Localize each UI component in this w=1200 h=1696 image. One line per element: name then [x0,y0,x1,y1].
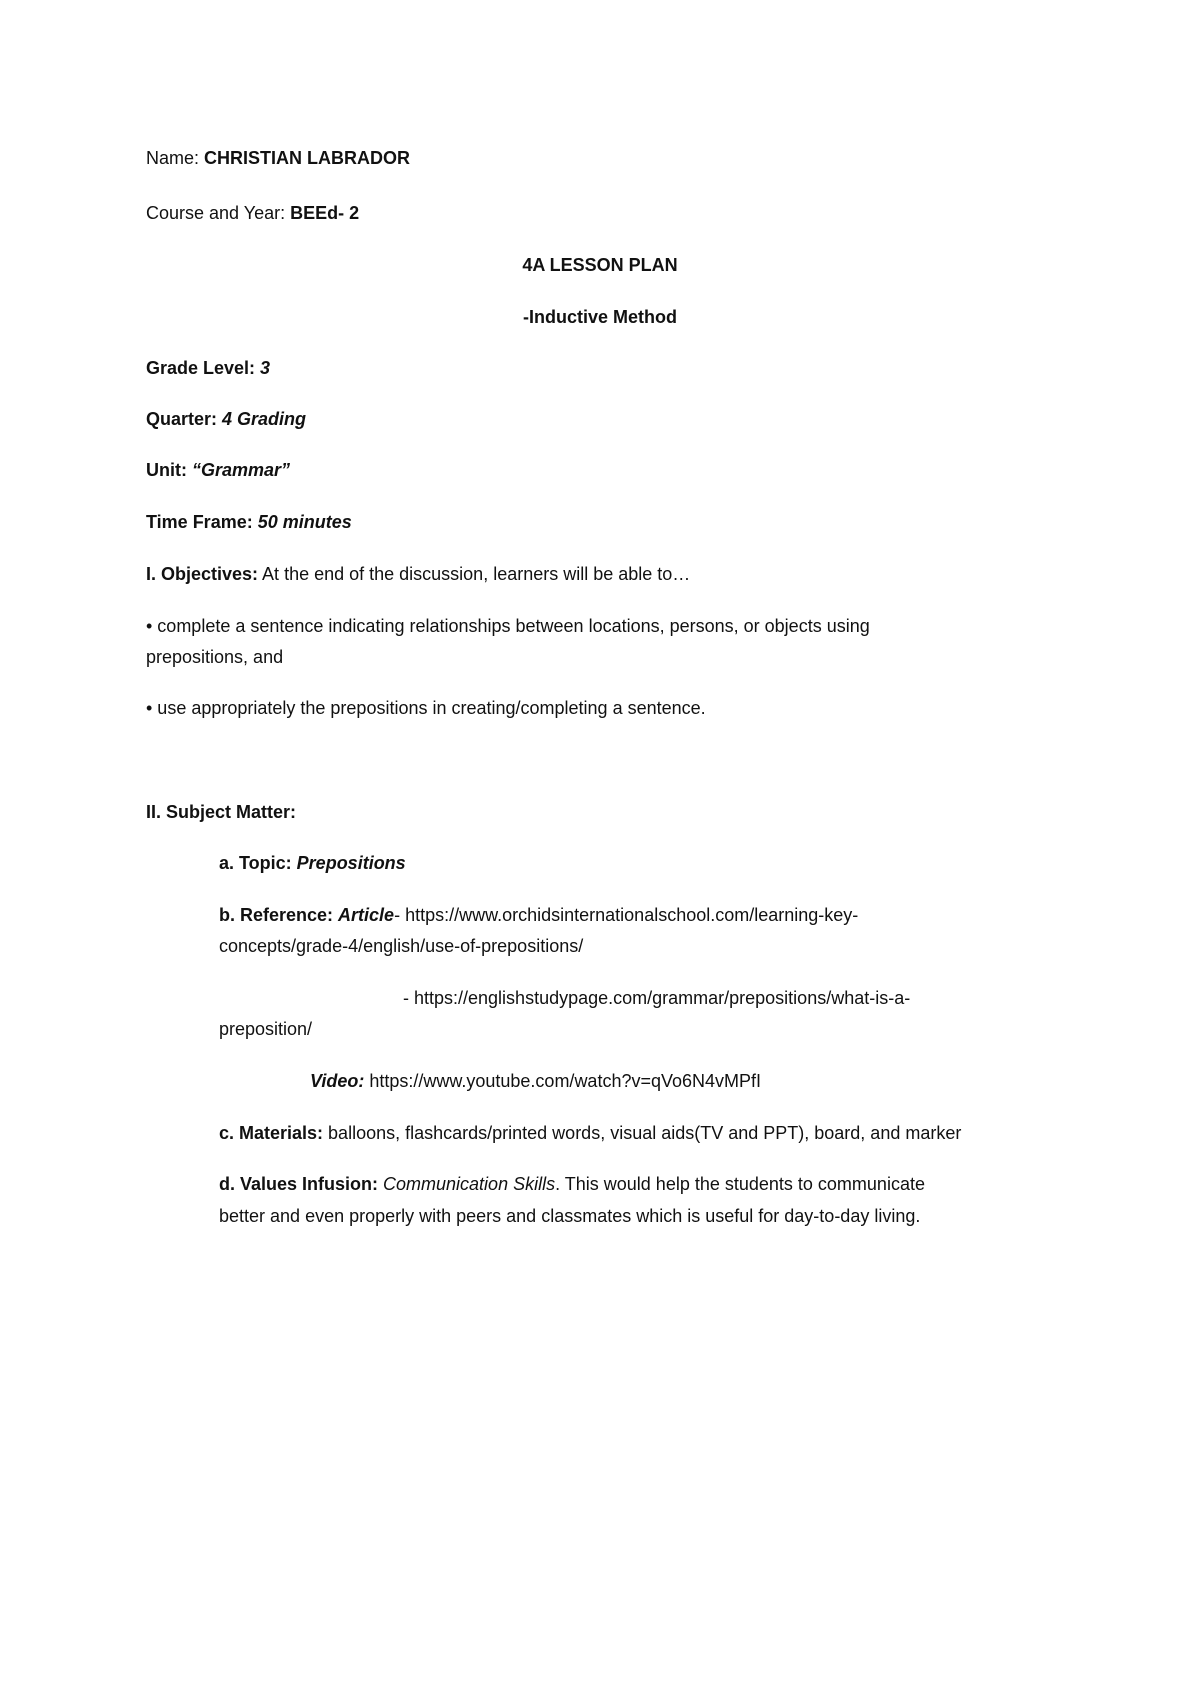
grade-value: 3 [260,358,271,378]
reference-article-label: Article [338,905,395,925]
quarter-label: Quarter: [146,409,223,429]
values-text-1: . This would help the students to communicate [555,1174,925,1194]
lesson-plan-title: 4A LESSON PLAN [522,255,678,275]
materials-label: c. Materials: [219,1123,324,1143]
values-line-2: better and even properly with peers and classmates which is useful for day-to-day living. [219,1206,921,1226]
course-label: Course and Year: [146,203,291,223]
objectives-intro: At the end of the discussion, learners will be able to… [258,564,691,584]
video-label: Video: [310,1071,365,1091]
grade-level-line [146,356,270,380]
course-value: BEEd- 2 [290,203,360,223]
objectives-heading: I. Objectives: [146,564,259,584]
topic-line [219,851,406,875]
quarter-value: 4 Grading [222,409,307,429]
objective-bullet-1-line-1: • complete a sentence indicating relationships between locations, persons, or objects using [146,616,870,636]
reference-line-2: concepts/grade-4/english/use-of-prepositions/ [219,936,584,956]
topic-value: Prepositions [296,853,406,873]
unit-label: Unit: [146,460,192,480]
unit-line [146,458,290,482]
name-label: Name: [146,148,205,168]
grade-label: Grade Level: [146,358,261,378]
values-line-1 [219,1172,925,1196]
time-frame-line [146,510,352,534]
reference-url-2-line-2: preposition/ [219,1019,313,1039]
lesson-plan-subtitle: -Inductive Method [523,307,677,327]
reference-line-1 [219,903,858,927]
time-value: 50 minutes [257,512,352,532]
values-label: d. Values Infusion: [219,1174,384,1194]
video-url: https://www.youtube.com/watch?v=qVo6N4vMPfI [364,1071,762,1091]
name-line [146,146,410,170]
course-line [146,201,359,225]
objective-bullet-1-line-2: prepositions, and [146,647,284,667]
unit-value: “Grammar” [191,460,291,480]
materials-value: balloons, flashcards/printed words, visual aids(TV and PPT), board, and marker [323,1123,962,1143]
reference-label: b. Reference: [219,905,339,925]
materials-line [219,1121,961,1145]
topic-label: a. Topic: [219,853,297,873]
objective-bullet-2: • use appropriately the prepositions in creating/completing a sentence. [146,698,706,718]
subject-matter-heading: II. Subject Matter: [146,802,297,822]
time-label: Time Frame: [146,512,258,532]
objectives-line [146,562,690,586]
values-skill: Communication Skills [383,1174,556,1194]
reference-url-1: - https://www.orchidsinternationalschool.com/learning-key- [394,905,859,925]
name-value: CHRISTIAN LABRADOR [204,148,411,168]
reference-url-2-line-1: - https://englishstudypage.com/grammar/prepositions/what-is-a- [403,988,911,1008]
quarter-line [146,407,306,431]
video-line [310,1069,761,1093]
